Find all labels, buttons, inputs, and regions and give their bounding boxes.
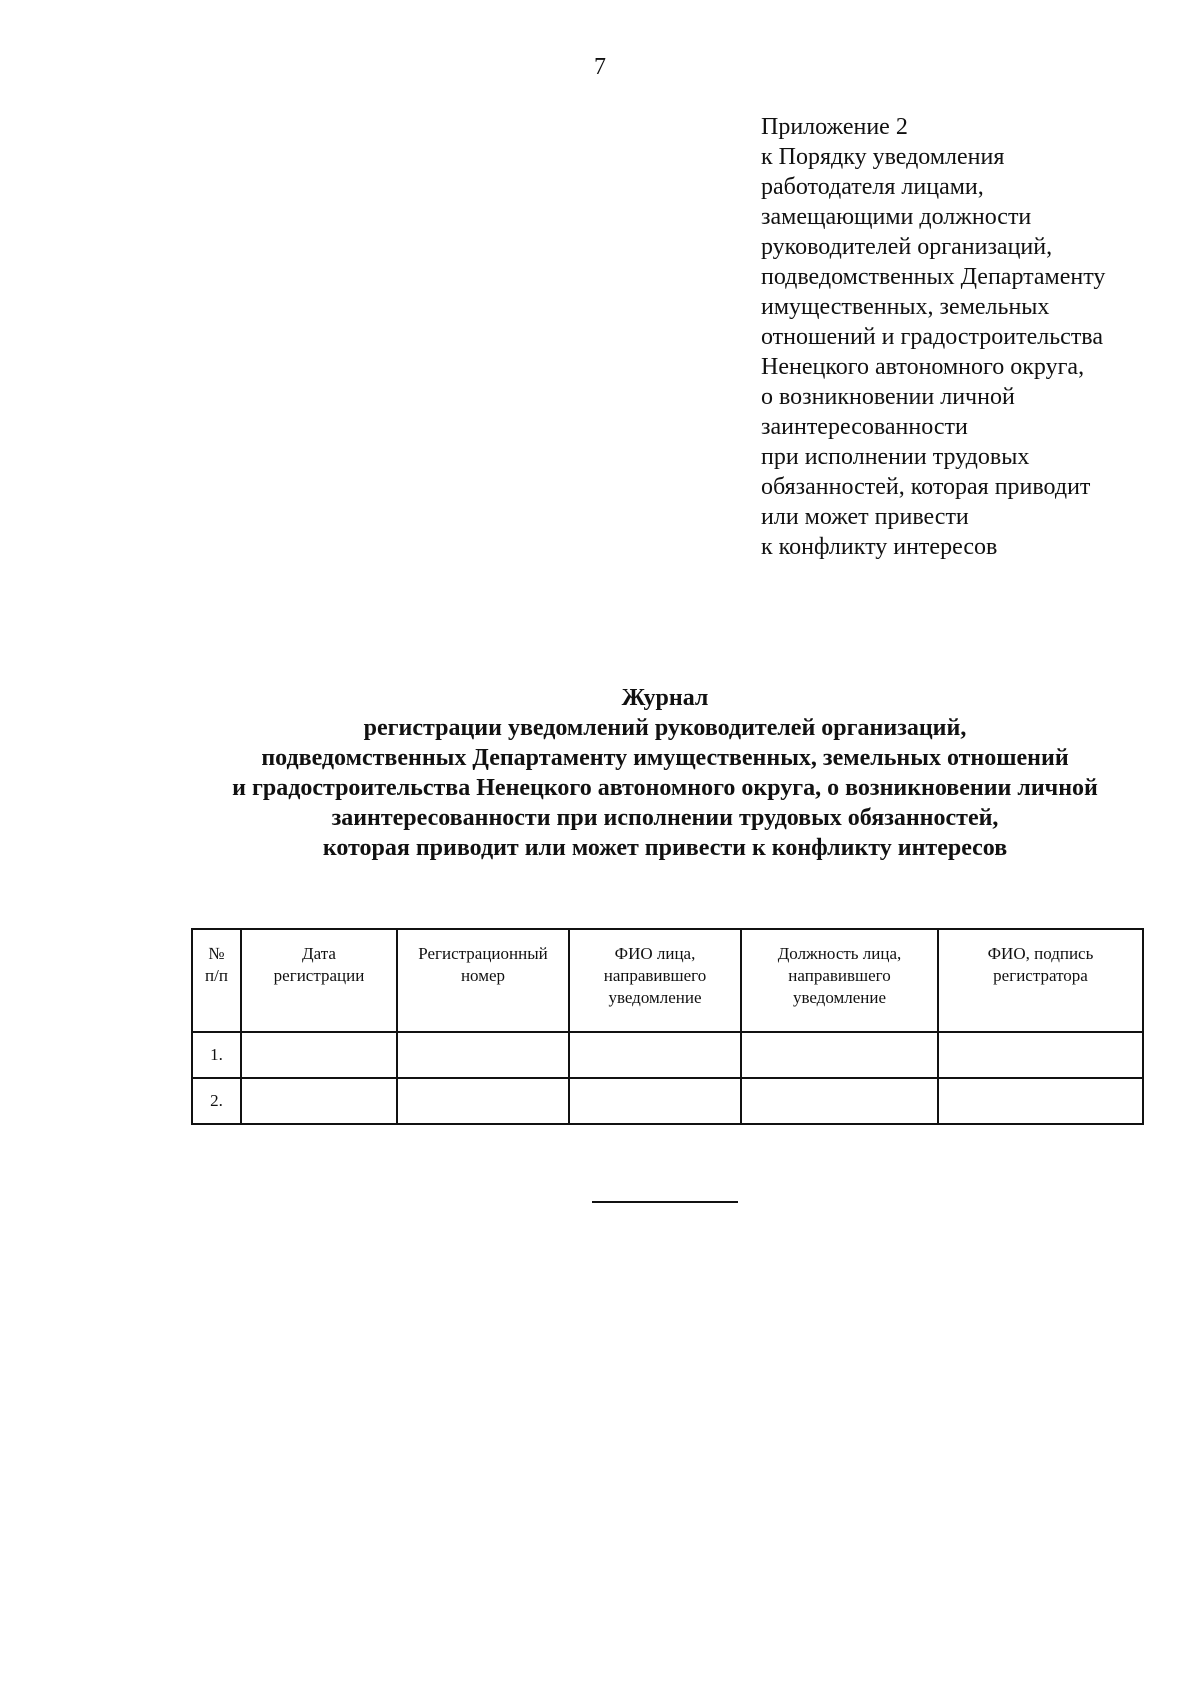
table-cell	[569, 1078, 741, 1124]
header-text: ФИО, подпись	[987, 944, 1094, 963]
header-text: Регистрационный	[418, 944, 548, 963]
header-text: направившего	[788, 966, 891, 985]
appendix-line: замещающими должности	[761, 204, 1032, 230]
header-text: уведомление	[792, 988, 887, 1007]
journal-table	[191, 928, 1144, 1125]
header-text: Должность лица,	[777, 944, 902, 963]
appendix-line: Ненецкого автономного округа,	[761, 354, 1085, 380]
table-cell	[741, 1078, 938, 1124]
appendix-line: при исполнении трудовых	[761, 444, 1030, 470]
table-cell	[938, 1032, 1143, 1078]
row-number-cell: 2.	[192, 1078, 241, 1124]
title-line: заинтересованности при исполнении трудовых обязанностей,	[331, 805, 999, 831]
table-cell	[397, 1032, 569, 1078]
header-registrar-signature	[938, 929, 1143, 1032]
row-number-cell: 1.	[192, 1032, 241, 1078]
header-text: регистрации	[273, 966, 365, 985]
table-cell	[241, 1078, 397, 1124]
appendix-line: работодателя лицами,	[761, 174, 984, 200]
title-line: Журнал	[621, 685, 709, 711]
header-sender-name	[569, 929, 741, 1032]
header-number	[192, 929, 241, 1032]
appendix-line: заинтересованности	[761, 414, 968, 440]
appendix-line: руководителей организаций,	[761, 234, 1053, 260]
table-row	[192, 1032, 1143, 1078]
header-text: уведомление	[608, 988, 702, 1007]
table-cell	[569, 1032, 741, 1078]
header-text: направившего	[603, 966, 707, 985]
appendix-line: обязанностей, которая приводит	[761, 474, 1091, 500]
page-number: 7	[594, 54, 606, 80]
appendix-line: Приложение 2	[761, 114, 908, 140]
table-cell	[241, 1032, 397, 1078]
header-text: п/п	[205, 966, 228, 985]
header-sender-position	[741, 929, 938, 1032]
appendix-reference	[761, 112, 1181, 562]
header-text: №	[208, 944, 225, 963]
header-registration-date	[241, 929, 397, 1032]
appendix-line: к конфликту интересов	[761, 534, 998, 560]
appendix-line: подведомственных Департаменту	[761, 264, 1106, 290]
header-text: ФИО лица,	[614, 944, 696, 963]
header-text: регистратора	[993, 966, 1088, 985]
table-cell	[397, 1078, 569, 1124]
title-line: подведомственных Департаменту имущественных, земельных отношений	[261, 745, 1069, 771]
header-text: номер	[460, 966, 506, 985]
table-row	[192, 1078, 1143, 1124]
appendix-line: имущественных, земельных	[761, 294, 1050, 320]
title-line: и градостроительства Ненецкого автономного округа, о возникновении личной	[232, 775, 1098, 801]
table-header-row	[192, 929, 1143, 1032]
table-cell	[741, 1032, 938, 1078]
appendix-line: о возникновении личной	[761, 384, 1015, 410]
header-text: Дата	[302, 944, 336, 963]
appendix-line: к Порядку уведомления	[761, 144, 1005, 170]
title-line: которая приводит или может привести к конфликту интересов	[322, 835, 1008, 861]
table-cell	[938, 1078, 1143, 1124]
title-line: регистрации уведомлений руководителей организаций,	[363, 715, 967, 741]
journal-title	[130, 683, 1200, 863]
header-registration-number	[397, 929, 569, 1032]
appendix-line: или может привести	[761, 504, 969, 530]
appendix-line: отношений и градостроительства	[761, 324, 1103, 350]
end-divider	[592, 1201, 738, 1203]
